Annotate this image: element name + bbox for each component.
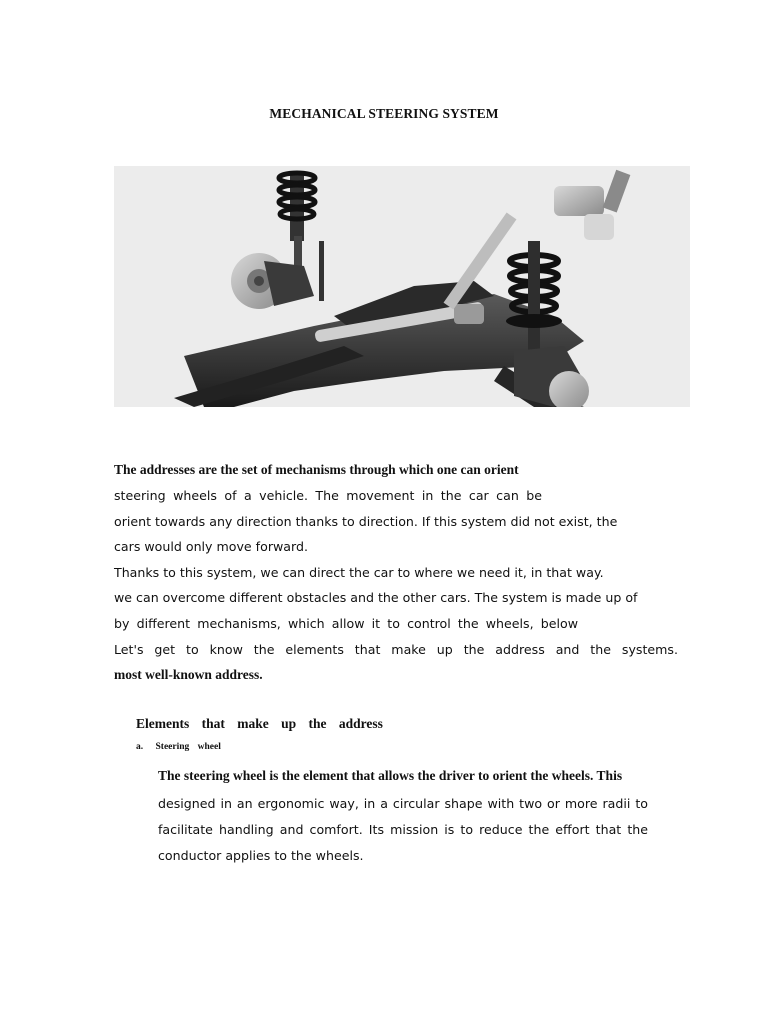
- steering-paragraph-line-3: facilitate handling and comfort. Its mission is to reduce the effort that the: [158, 822, 648, 837]
- page-title: MECHANICAL STEERING SYSTEM: [269, 106, 499, 121]
- section-heading: Elements that make up the address: [136, 716, 383, 731]
- subsection-label: Steering wheel: [155, 742, 221, 752]
- intro-line-7: by different mechanisms, which allow it to control the wheels, below: [114, 616, 578, 631]
- intro-line-4: cars would only move forward.: [114, 539, 308, 554]
- intro-line-9: most well-known address.: [114, 667, 263, 682]
- steering-paragraph-line-1: The steering wheel is the element that allows the driver to orient the wheels. This: [158, 768, 623, 783]
- intro-line-5: Thanks to this system, we can direct the car to where we need it, in that way.: [114, 565, 604, 580]
- intro-line-3: orient towards any direction thanks to direction. If this system did not exist, the: [114, 514, 618, 529]
- intro-line-2: steering wheels of a vehicle. The movement in the car can be: [114, 488, 542, 503]
- steering-system-figure: [114, 166, 690, 407]
- intro-line-1: The addresses are the set of mechanisms through which one can orient: [114, 462, 519, 477]
- steering-assembly-illustration: [114, 166, 690, 407]
- intro-line-6: we can overcome different obstacles and the other cars. The system is made up of: [114, 590, 638, 605]
- subsection-marker: a.: [136, 742, 144, 752]
- intro-line-8: Let's get to know the elements that make up the address and the systems.: [114, 642, 678, 657]
- steering-paragraph-line-4: conductor applies to the wheels.: [158, 848, 364, 863]
- steering-paragraph-line-2: designed in an ergonomic way, in a circular shape with two or more radii to: [158, 796, 648, 811]
- subsection-title: [136, 742, 221, 752]
